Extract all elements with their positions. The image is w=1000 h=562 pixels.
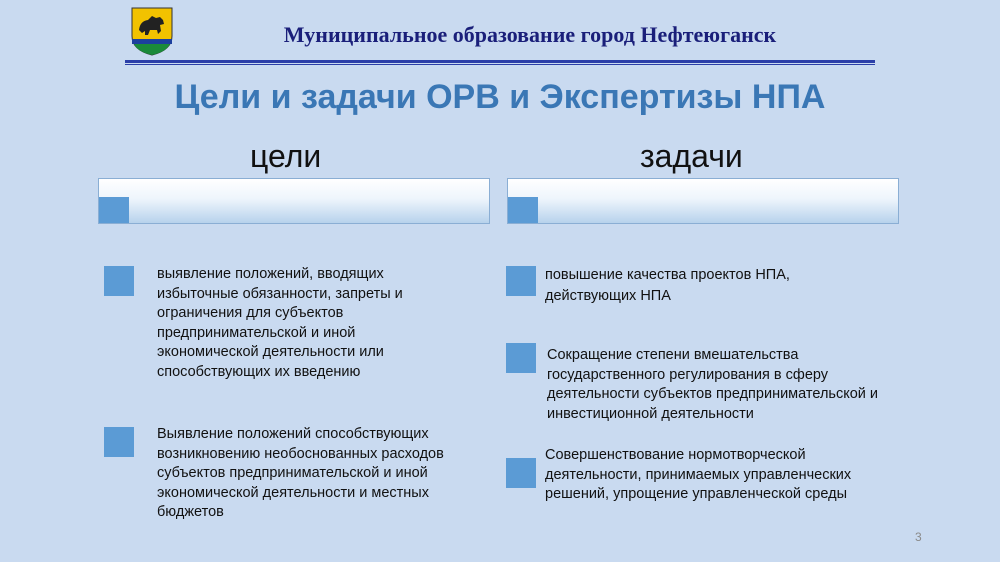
- tasks-heading: задачи: [640, 138, 743, 174]
- goal-bullet-square: [104, 427, 134, 457]
- goals-header-bar: [98, 178, 490, 224]
- task-item: повышение качества проектов НПА, действующих НПА: [545, 267, 790, 304]
- task-bullet-square: [506, 343, 536, 373]
- header-divider: [125, 60, 875, 63]
- slide-title: Цели и задачи ОРВ и Экспертизы НПА: [174, 78, 826, 116]
- page-number: 3: [915, 530, 922, 544]
- tasks-bar-square: [508, 197, 538, 223]
- task-bullet-square: [506, 458, 536, 488]
- task-item: Совершенствование нормотворческой деятельности, принимаемых управленческих решений, упрощение управленческой среды: [545, 447, 852, 502]
- city-coat-of-arms-logo: [130, 6, 174, 56]
- task-bullet-square: [506, 266, 536, 296]
- goals-bar-square: [99, 197, 129, 223]
- goals-heading: цели: [250, 138, 322, 174]
- organization-title: Муниципальное образование город Нефтеюганск: [283, 22, 777, 47]
- goal-bullet-square: [104, 266, 134, 296]
- task-item: Сокращение степени вмешательства государственного регулирования в сферу деятельности субъектов предпринимательской и инвестиционной деятельности: [547, 347, 879, 422]
- header-divider-thin: [125, 64, 875, 65]
- goal-item: Выявление положений способствующих возникновению необоснованных расходов субъектов предпринимательской и иной экономической деятельности и местных бюджетов: [157, 426, 444, 520]
- tasks-header-bar: [507, 178, 899, 224]
- goal-item: выявление положений, вводящих избыточные обязанности, запреты и ограничения для субъектов предпринимательской и иной экономической деятельности или способствующих их введению: [157, 266, 403, 380]
